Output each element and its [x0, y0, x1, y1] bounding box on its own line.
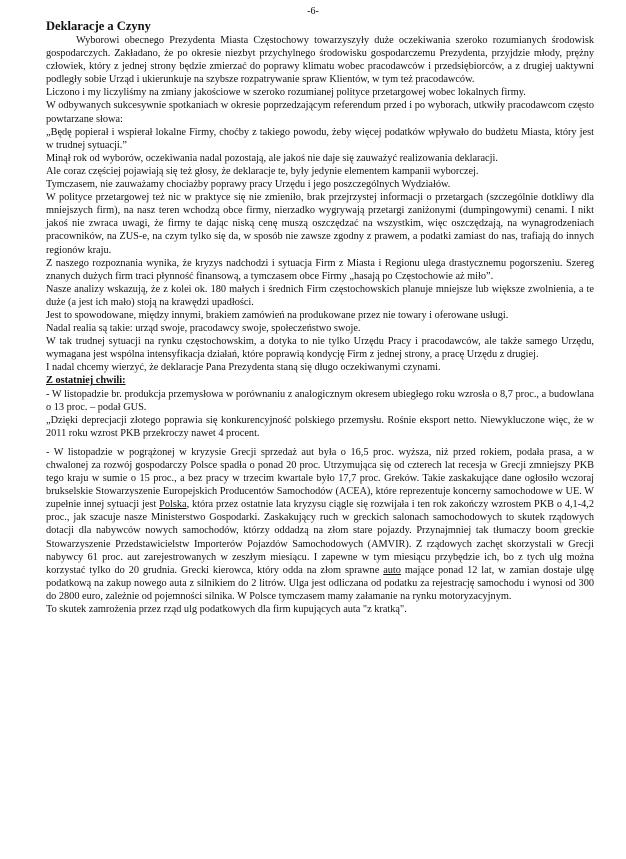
paragraph: Wyborowi obecnego Prezydenta Miasta Częstochowy towarzyszyły duże oczekiwania szeroko rozumianych środowisk gospodarczych. Zakładano, że po okresie niezbyt przychylnego środowisku gospodarczemu Prezydenta, przyjdzie młody, prężny człowiek, który z jednej strony będzie zmierzać do poprawy klimatu wobec pracodawców i przedsiębiorców, a z drugiej uaktywni podległy sobie Urząd i ukierunkuje na szybsze rozpatrywanie spraw Klientów, w tym też pracodawców.: [46, 35, 594, 86]
paragraph: Z naszego rozpoznania wynika, że kryzys nadchodzi i sytuacja Firm z Miasta i Regionu ulega drastycznemu pogorszeniu. Szereg znanych dużych firm traci płynność finansową, a tymczasem obce Firmy „hasają po Częstochowie aż miło”.: [46, 257, 594, 282]
paragraph: W odbywanych sukcesywnie spotkaniach w okresie poprzedzającym referendum przed i po wyborach, utkwiły pracodawcom często powtarzane słowa:: [46, 100, 594, 125]
section-subheading: Z ostatniej chwili:: [46, 375, 126, 387]
link-auto[interactable]: auto: [383, 564, 401, 576]
news-text: mające ponad 12 lat, w zamian dostaje ulgę podatkową na zakup nowego auta z silnikiem do 2 litrów. Ulga jest odliczana od podatku za rejestrację samochodu i wynosi od 300 do 2800 euro, zależnie od pojemności silnika. W Polsce tymczasem mamy załamanie na rynku motoryzacyjnym.: [46, 564, 594, 602]
news-item: „Dzięki deprecjacji złotego poprawia się konkurencyjność polskiego przemysłu. Rośnie eksport netto. Niewykluczone więc, że w 2011 roku wzrost PKB przekroczy nawet 4 procent.: [46, 414, 594, 439]
closing-paragraph: To skutek zamrożenia przez rząd ulg podatkowych dla firm kupujących auta "z kratką".: [46, 604, 407, 616]
quote-paragraph: „Będę popierał i wspierał lokalne Firmy, choćby z takiego powodu, żeby więcej podatków wpływało do budżetu Miasta, który jest w trudnej sytuacji.”: [46, 126, 594, 151]
link-polska[interactable]: Polska: [159, 499, 187, 511]
paragraph: W polityce przetargowej też nic w praktyce się nie zmieniło, brak przejrzystej informacji o przetargach (szczególnie dotkliwy dla mniejszych firm), na nasz teren wchodzą obce firmy, nierzadko wygrywają przetargi zaniżonymi (dumpingowymi) cenami. I nikt jakoś nie zwraca uwagi, że firmy te dając niską cenę muszą oszczędzać na wszystkim, więc oszczędzają, na wynagrodzeniach pracowników, na ZUS-e, na czym tylko się da, w sposób nie zawsze zgodny z prawem, a podatki zamiast do nas, trafiają do innych regionów kraju.: [46, 192, 594, 256]
news-text: - W listopadzie w pogrążonej w kryzysie Grecji sprzedaż aut była o 16,5 proc. wyższa, niż przed rokiem, podała prasa, a w chwalonej za rozwój gospodarczy Polsce spadła o ponad 20 proc. Utrzymująca się od czterech lat recesja w Grecji zmniejszy PKB tego kraju w sumie o 15 proc., a bez pracy w trzecim kwartale było 17,7 proc. Greków. Takie zaskakujące dane ogłosiło wczoraj brukselskie Stowarzyszenie Europejskich Producentów Samochodów (ACEA), które reprezentuje koncerny samochodowe w UE. W zupełnie innej sytuacji jest: [46, 446, 594, 511]
paragraph: W tak trudnej sytuacji na rynku częstochowskim, a dotyka to nie tylko Urzędu Pracy i pracodawców, ale także samego Urzędu, wymagana jest wspólna intensyfikacja działań, które poprawią kondycję Firm z jednej strony, a pracę Urzędu z drugiej.: [46, 336, 594, 361]
paragraph: Jest to spowodowane, między innymi, brakiem zamówień na produkowane przez nie towary i oferowane usługi.: [46, 309, 509, 321]
paragraph: Tymczasem, nie zauważamy chociażby poprawy pracy Urzędu i jego poszczególnych Wydziałów.: [46, 179, 451, 191]
paragraph: I nadal chcemy wierzyć, że deklaracje Pana Prezydenta staną się długo oczekiwanymi czynami.: [46, 362, 441, 374]
paragraph: Liczono i my liczyliśmy na zmiany jakościowe w szeroko rozumianej polityce przetargowej wobec lokalnych firmy.: [46, 87, 526, 99]
paragraph: Ale coraz częściej pojawiają się też głosy, że deklaracje te, były jedynie elementem kampanii wyborczej.: [46, 165, 479, 177]
page-number: -6-: [307, 6, 319, 17]
paragraph: Minął rok od wyborów, oczekiwania nadal pozostają, ale jakoś nie daje się zauważyć realizowania deklaracji.: [46, 152, 498, 164]
paragraph: Nadal realia są takie: urząd swoje, pracodawcy swoje, społeczeństwo swoje.: [46, 323, 361, 335]
news-item: - W listopadzie br. produkcja przemysłowa w porównaniu z analogicznym okresem ubiegłego roku wzrosła o 8,7 proc., a budowlana o 13 proc. – podał GUS.: [46, 388, 594, 413]
page-title: Deklaracje a Czyny: [46, 19, 151, 33]
news-text: , która przez ostatnie lata kryzysu ciągle się rozwijała i ten rok zakończy wzrostem PKB o 4,1-4,2 proc., jak szacuje nasze Ministerstwo Gospodarki. Zaskakujący ruch w greckich salonach samochodowych to skutek rządowych dotacji dla nabywców nowych samochodów, którzy oddadzą na złom stare pojazdy. Przynajmniej tak tłumaczy boom greckie Stowarzyszenie Przedstawicielstw Importerów Pojazdów Samochodowych (AMVIR). Z rządowych zachęt skorzystali w Grecji nabywcy 61 proc. aut zarejestrowanych w zeszłym miesiącu. I zapewne w tym miesiącu przybędzie ich, bo z tych ulg można korzystać tylko do 20 grudnia. Grecki kierowca, który odda na złom sprawne: [46, 499, 594, 576]
paragraph: Nasze analizy wskazują, że z kolei ok. 180 małych i średnich Firm częstochowskich planuje mniejsze lub większe zwolnienia, a te duże (a jest ich mało) stoją na krawędzi upadłości.: [46, 283, 594, 308]
news-item-greece: [46, 446, 594, 603]
document-body: [46, 34, 594, 616]
